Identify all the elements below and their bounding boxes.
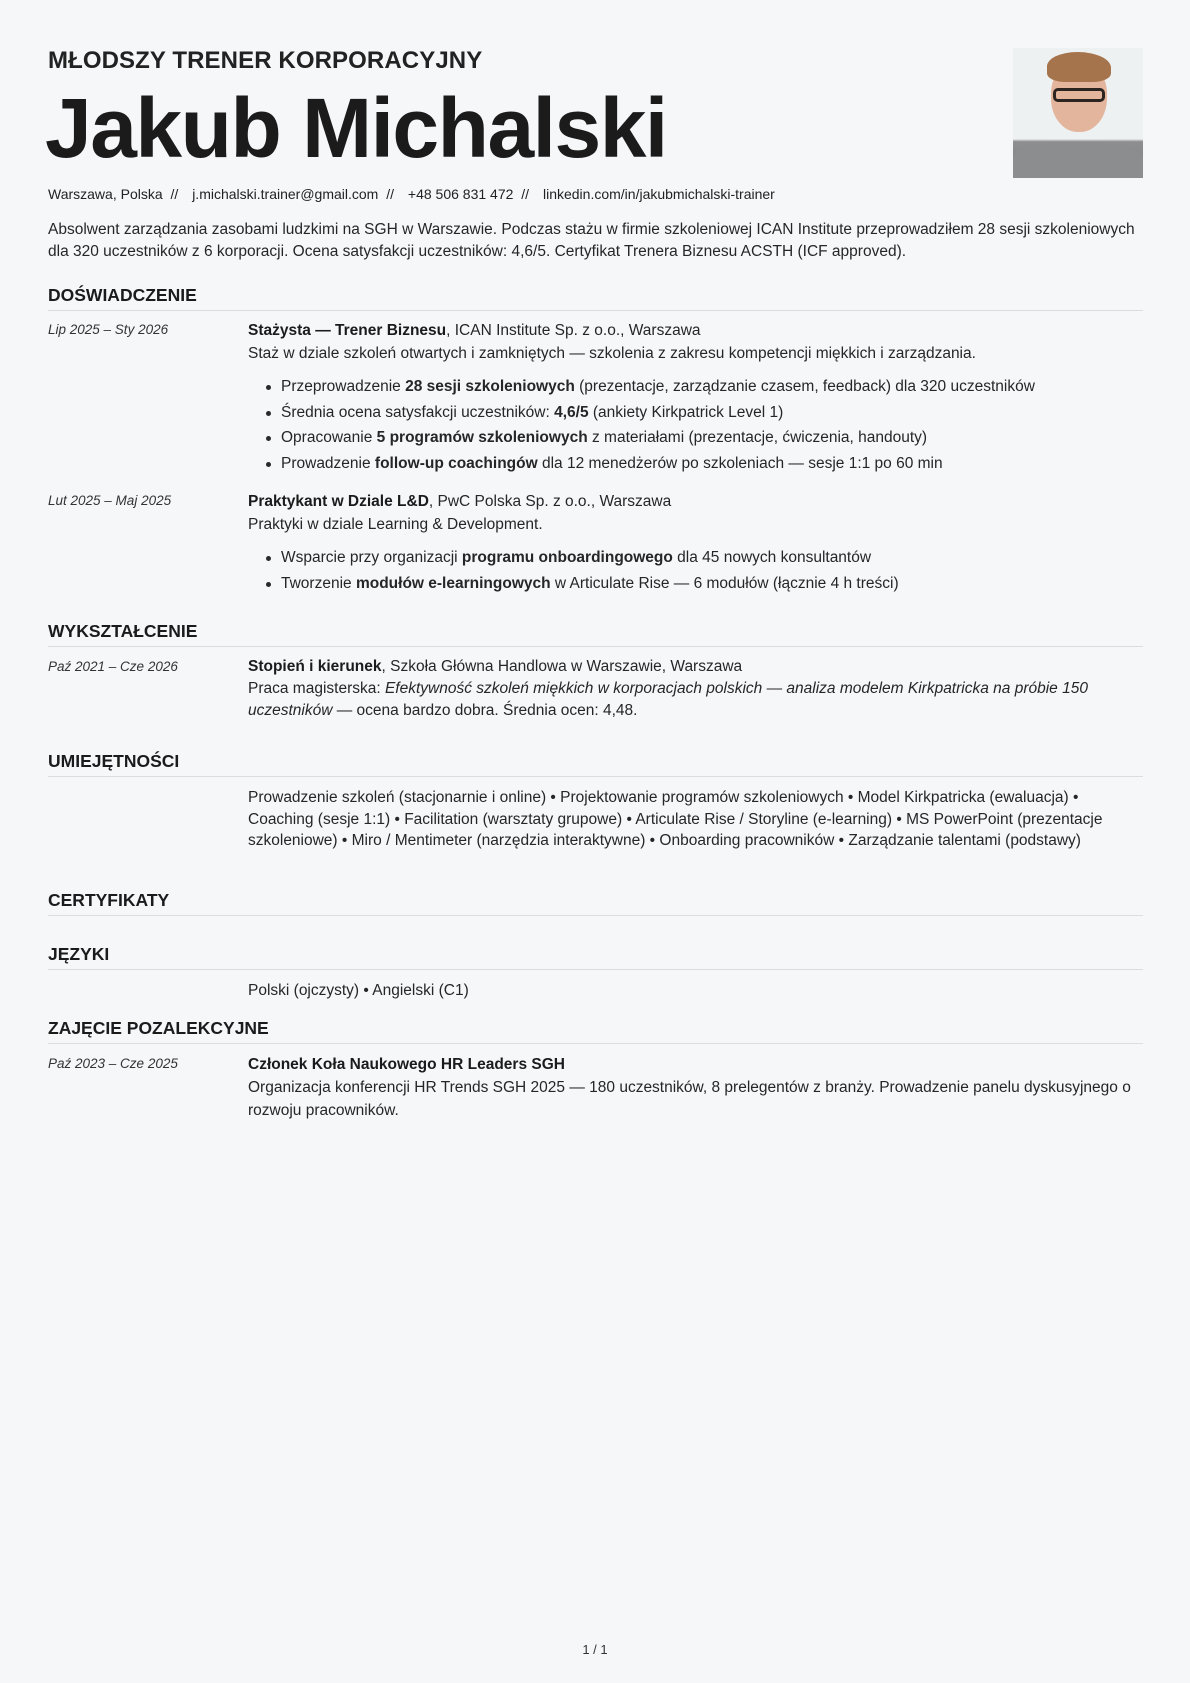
extracurricular-dates: Paź 2023 – Cze 2025	[48, 1056, 178, 1071]
contact-separator: //	[521, 186, 530, 202]
bullet-item: Wsparcie przy organizacji programu onboardingowego dla 45 nowych konsultantów	[266, 545, 1143, 571]
experience-bullets	[248, 374, 1143, 476]
experience-title	[248, 490, 1143, 513]
experience-dates: Lut 2025 – Maj 2025	[48, 493, 172, 508]
education-school: , Szkoła Główna Handlowa w Warszawie, Warszawa	[381, 658, 743, 675]
bullet-item: Prowadzenie follow-up coachingów dla 12 menedżerów po szkoleniach — sesje 1:1 po 60 min	[266, 451, 1143, 477]
education-degree: Stopień i kierunek	[248, 658, 382, 675]
extracurricular-description: Organizacja konferencji HR Trends SGH 2025 — 180 uczestników, 8 prelegentów z branży. Prowadzenie panelu dyskusyjnego o rozwoju pracowników.	[248, 1079, 1131, 1119]
section-heading-certificates: CERTYFIKATY	[48, 889, 1143, 916]
contact-separator: //	[170, 186, 179, 202]
experience-org: , PwC Polska Sp. z o.o., Warszawa	[428, 493, 672, 510]
education-dates: Paź 2021 – Cze 2026	[48, 659, 178, 674]
education-title	[248, 656, 1143, 678]
experience-dates: Lip 2025 – Sty 2026	[48, 322, 169, 337]
extracurricular-title: Członek Koła Naukowego HR Leaders SGH	[248, 1056, 565, 1073]
section-heading-education: WYKSZTAŁCENIE	[48, 620, 1143, 647]
bullet-item: Przeprowadzenie 28 sesji szkoleniowych (prezentacje, zarządzanie czasem, feedback) dla 320 uczestników	[266, 374, 1143, 400]
thesis-title: Efektywność szkoleń miękkich w korporacjach polskich — analiza modelem Kirkpatricka na próbie 150 uczestników	[248, 680, 1088, 719]
experience-description: Praktyki w dziale Learning & Development.	[248, 516, 543, 533]
contact-email[interactable]: j.michalski.trainer@gmail.com	[192, 186, 379, 202]
experience-role: Stażysta — Trener Biznesu	[248, 322, 447, 339]
candidate-name: Jakub Michalski	[45, 81, 667, 175]
section-heading-skills: UMIEJĘTNOŚCI	[48, 750, 1143, 777]
photo-glasses-shape	[1053, 88, 1105, 102]
experience-entry	[248, 490, 1143, 596]
languages-list: Polski (ojczysty) • Angielski (C1)	[248, 982, 469, 999]
contact-line	[48, 186, 775, 202]
experience-description: Staż w dziale szkoleń otwartych i zamkniętych — szkolenia z zakresu kompetencji miękkich i zarządzania.	[248, 345, 976, 362]
section-heading-languages: JĘZYKI	[48, 943, 1143, 970]
experience-org: , ICAN Institute Sp. z o.o., Warszawa	[446, 322, 701, 339]
job-title: MŁODSZY TRENER KORPORACYJNY	[48, 47, 483, 74]
contact-linkedin[interactable]: linkedin.com/in/jakubmichalski-trainer	[542, 186, 775, 202]
section-heading-extracurricular: ZAJĘCIE POZALEKCYJNE	[48, 1017, 1143, 1044]
photo-shirt-shape	[1013, 142, 1143, 178]
bullet-item: Tworzenie modułów e-learningowych w Articulate Rise — 6 modułów (łącznie 4 h treści)	[266, 571, 1143, 597]
experience-bullets	[248, 545, 1143, 596]
photo-hair-shape	[1047, 52, 1111, 82]
summary: Absolwent zarządzania zasobami ludzkimi na SGH w Warszawie. Podczas stażu w firmie szkoleniowej ICAN Institute przeprowadziłem 28 sesji szkoleniowych dla 320 uczestników z 6 korporacji. Ocena satysfakcji uczestników: 4,6/5. Certyfikat Trenera Biznesu ACSTH (ICF approved).	[48, 221, 1135, 260]
page-indicator: 1 / 1	[582, 1642, 608, 1657]
education-thesis: Praca magisterska: Efektywność szkoleń miękkich w korporacjach polskich — analiza modelem Kirkpatricka na próbie 150 uczestników — ocena bardzo dobra. Średnia ocen: 4,48.	[248, 680, 1088, 719]
experience-role: Praktykant w Dziale L&D	[248, 493, 429, 510]
contact-location: Warszawa, Polska	[48, 186, 163, 202]
profile-photo	[1013, 48, 1143, 178]
skills-list: Prowadzenie szkoleń (stacjonarnie i online) • Projektowanie programów szkoleniowych • Model Kirkpatricka (ewaluacja) • Coaching (sesje 1:1) • Facilitation (warsztaty grupowe) • Articulate Rise / Storyline (e-learning) • MS PowerPoint (prezentacje szkoleniowe) • Miro / Mentimeter (narzędzia interaktywne) • Onboarding pracowników • Zarządzanie talentami (podstawy)	[248, 789, 1103, 849]
experience-entry	[248, 319, 1143, 476]
section-heading-experience: DOŚWIADCZENIE	[48, 284, 1143, 311]
experience-title	[248, 319, 1143, 342]
contact-separator: //	[386, 186, 395, 202]
bullet-item: Opracowanie 5 programów szkoleniowych z materiałami (prezentacje, ćwiczenia, handouty)	[266, 425, 1143, 451]
education-entry	[248, 656, 1143, 722]
extracurricular-entry	[248, 1053, 1143, 1122]
resume-page	[45, 0, 1143, 1683]
contact-phone[interactable]: +48 506 831 472	[407, 186, 514, 202]
bullet-item: Średnia ocena satysfakcji uczestników: 4,6/5 (ankiety Kirkpatrick Level 1)	[266, 400, 1143, 426]
